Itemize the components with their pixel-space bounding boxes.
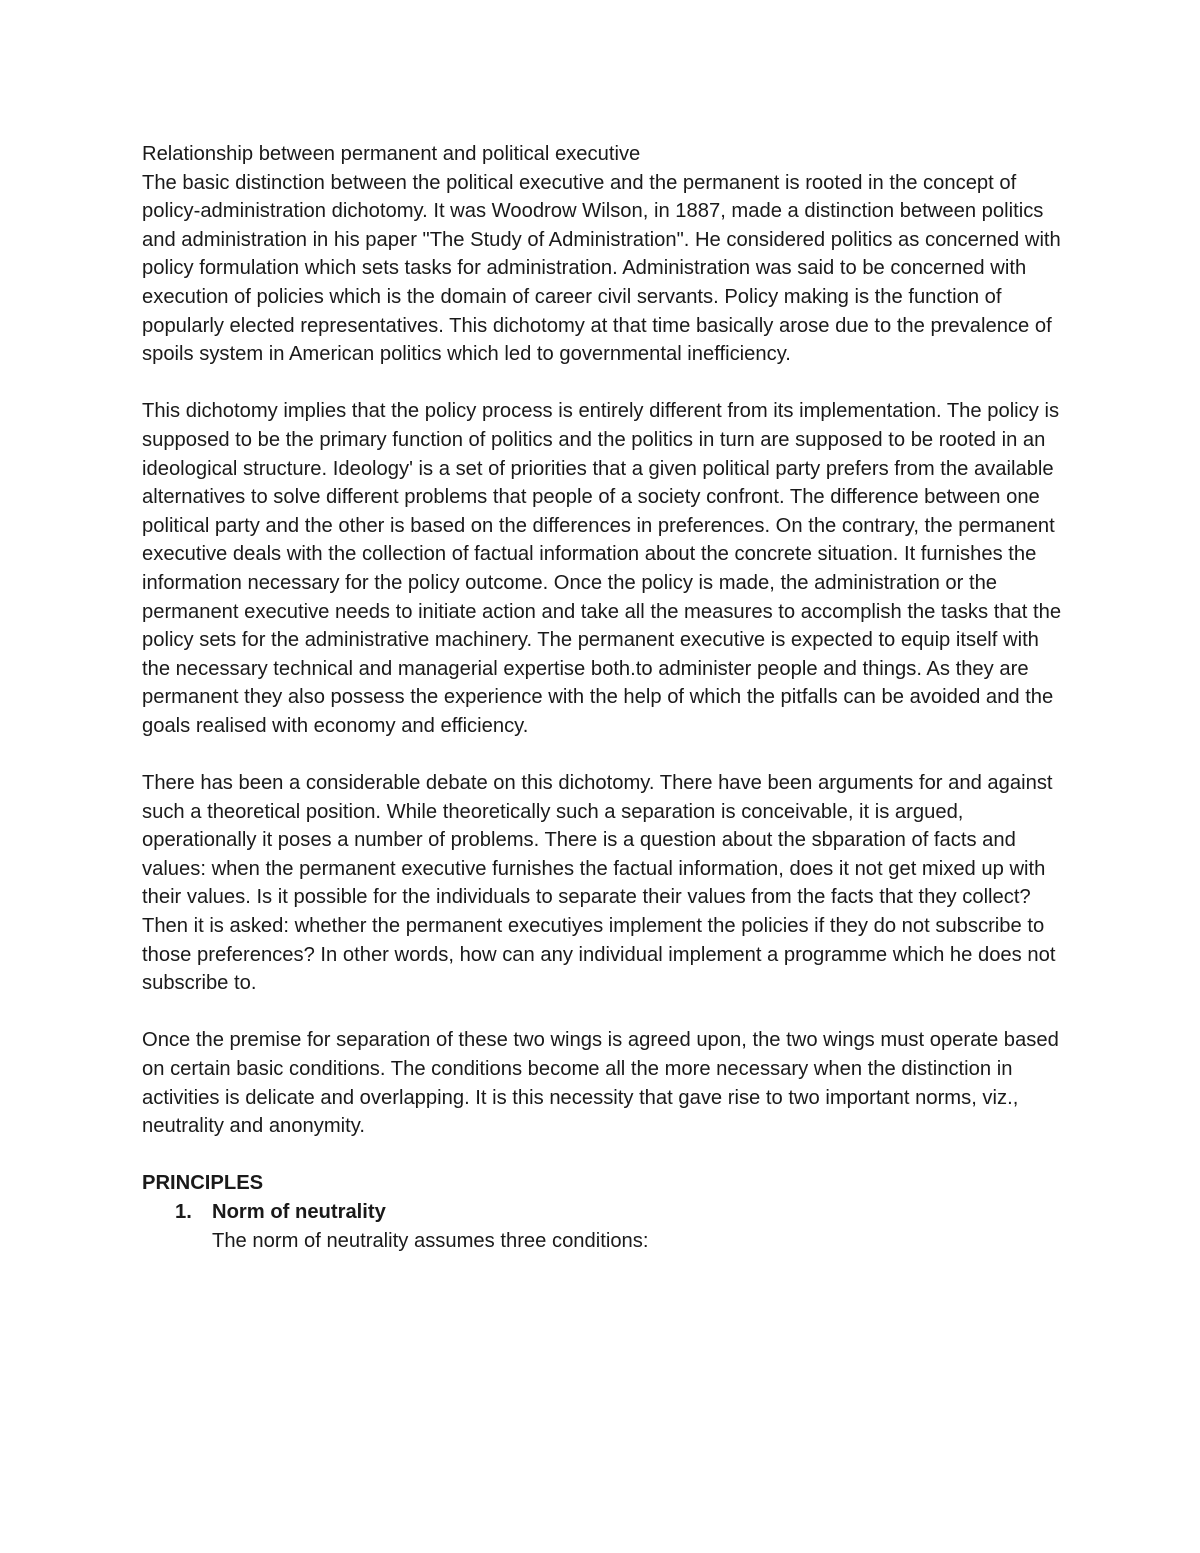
numbered-list xyxy=(142,1198,1062,1255)
section-heading: PRINCIPLES xyxy=(142,1172,264,1195)
paragraph-4: Once the premise for separation of these two wings is agreed upon, the two wings must operate based on certain basic conditions. The conditions become all the more necessary when the distinction in activities is delicate and overlapping. It is this necessity that gave rise to two important norms, viz., neutrality and anonymity. xyxy=(142,1029,1059,1138)
document-body xyxy=(142,140,1062,1255)
paragraph-3: There has been a considerable debate on this dichotomy. There have been arguments for and against such a theoretical position. While theoretically such a separation is conceivable, it is argued, operationally it poses a number of problems. There is a question about the sbparation of facts and values: when the permanent executive furnishes the factual information, does it not get mixed up with their values. Is it possible for the individuals to separate their values from the facts that they collect? Then it is asked: whether the permanent executiyes implement the policies if they do not subscribe to those preferences? In other words, how can any individual implement a programme which he does not subscribe to. xyxy=(142,772,1056,995)
paragraph-1: The basic distinction between the political executive and the permanent is rooted in the concept of policy-administration dichotomy. It was Woodrow Wilson, in 1887, made a distinction between politics and administration in his paper "The Study of Administration". He considered politics as concerned with policy formulation which sets tasks for administration. Administration was said to be concerned with execution of policies which is the domain of career civil servants. Policy making is the function of popularly elected representatives. This dichotomy at that time basically arose due to the prevalence of spoils system in American politics which led to governmental inefficiency. xyxy=(142,171,1061,366)
list-item-text: The norm of neutrality assumes three conditions: xyxy=(212,1229,649,1252)
list-item xyxy=(142,1198,1062,1255)
document-title: Relationship between permanent and political executive xyxy=(142,143,641,165)
list-item-title: Norm of neutrality xyxy=(212,1200,386,1223)
paragraph-2: This dichotomy implies that the policy process is entirely different from its implementation. The policy is supposed to be the primary function of politics and the politics in turn are supposed to be rooted in an ideological structure. Ideology' is a set of priorities that a given political party prefers from the available alternatives to solve different problems that people of a society confront. The difference between one political party and the other is based on the differences in preferences. On the contrary, the permanent executive deals with the collection of factual information about the concrete situation. It furnishes the information necessary for the policy outcome. Once the policy is made, the administration or the permanent executive needs to initiate action and take all the measures to accomplish the tasks that the policy sets for the administrative machinery. The permanent executive is expected to equip itself with the necessary technical and managerial expertise both.to administer people and things. As they are permanent they also possess the experience with the help of which the pitfalls can be avoided and the goals realised with economy and efficiency. xyxy=(142,400,1062,737)
list-item-number: 1. xyxy=(175,1200,192,1223)
